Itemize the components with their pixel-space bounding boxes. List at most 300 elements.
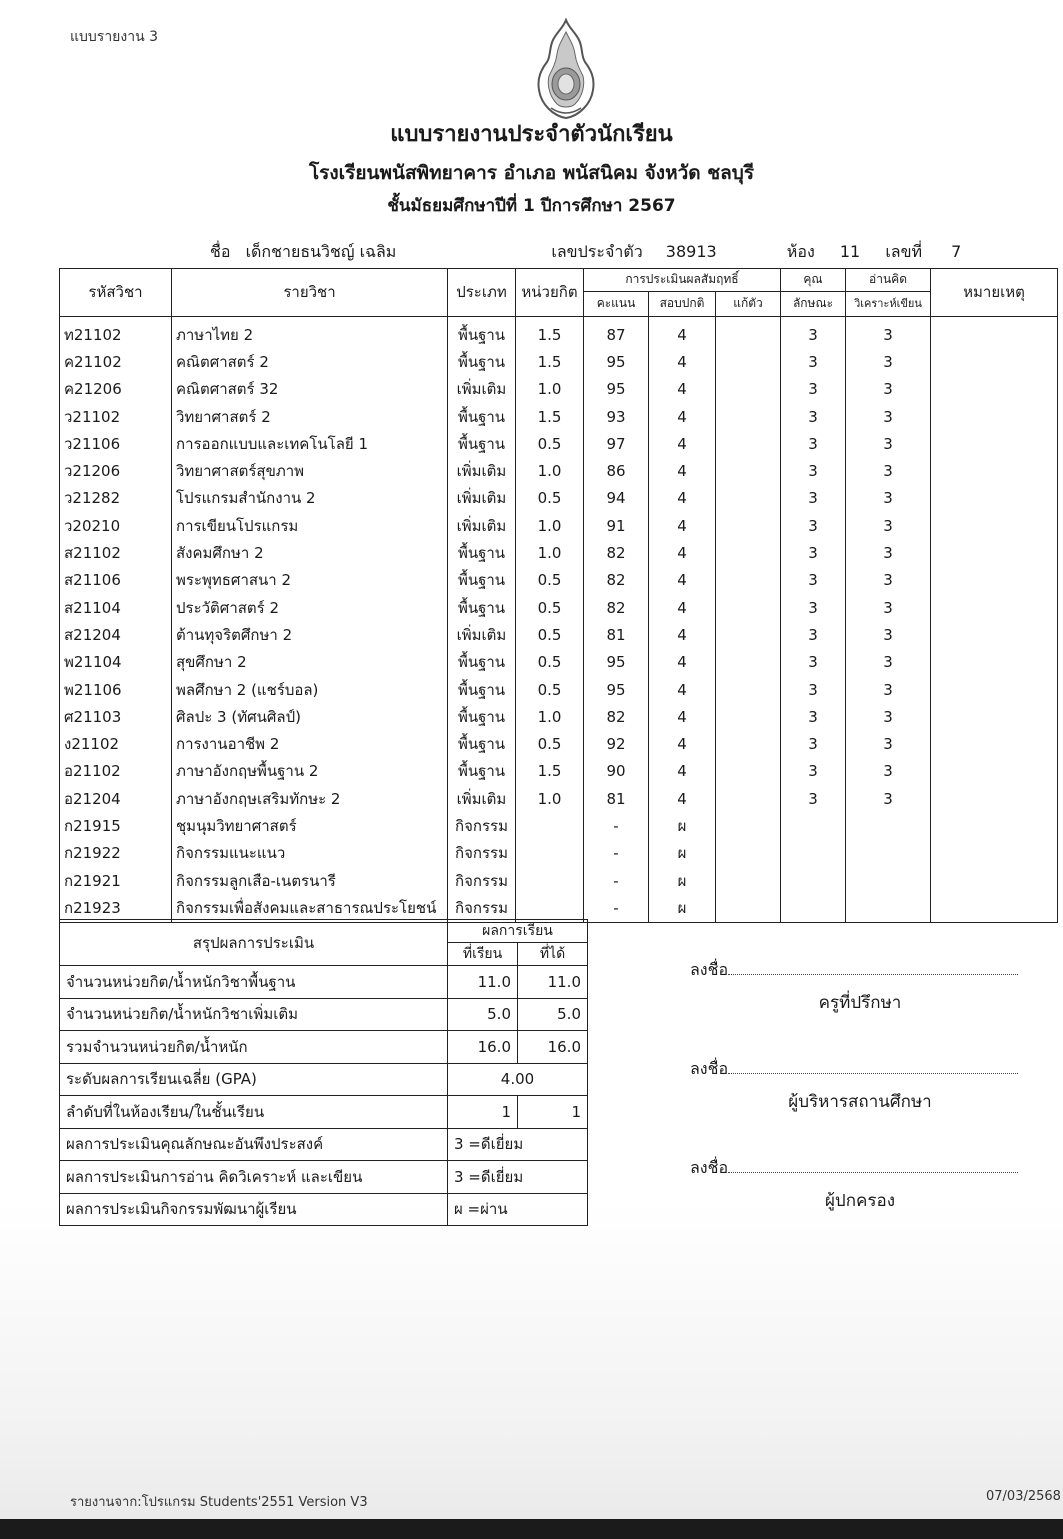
subject-character: 3: [781, 317, 846, 349]
subject-reading: 3: [846, 430, 931, 457]
subject-code: ก21922: [60, 840, 172, 867]
subject-code: พ21104: [60, 649, 172, 676]
subject-score: 97: [584, 430, 649, 457]
subject-character: 3: [781, 539, 846, 566]
gpa-label: ระดับผลการเรียนเฉลี่ย (GPA): [60, 1063, 448, 1096]
subject-code: ศ21103: [60, 703, 172, 730]
subject-reading: 3: [846, 621, 931, 648]
basic-credits-got: 11.0: [518, 966, 588, 999]
subject-score: 91: [584, 512, 649, 539]
subject-remark: [931, 348, 1058, 375]
number-label: เลขที่: [885, 242, 923, 261]
subject-reading: 3: [846, 539, 931, 566]
table-row: [60, 567, 1058, 594]
subject-fix: [716, 567, 781, 594]
header-character-top: คุณ: [781, 269, 846, 292]
subject-code: ว21106: [60, 430, 172, 457]
table-row: [60, 348, 1058, 375]
subject-remark: [931, 317, 1058, 349]
subject-score: 93: [584, 403, 649, 430]
subject-reading: 3: [846, 594, 931, 621]
subject-reading: 3: [846, 567, 931, 594]
subject-fix: [716, 840, 781, 867]
subject-remark: [931, 785, 1058, 812]
subject-reading: 3: [846, 703, 931, 730]
subject-character: 3: [781, 621, 846, 648]
parent-role: ผู้ปกครอง: [824, 1191, 896, 1211]
subject-fix: [716, 430, 781, 457]
subject-credits: 0.5: [516, 621, 584, 648]
subject-fix: [716, 676, 781, 703]
table-row: [60, 485, 1058, 512]
subject-code: ค21206: [60, 376, 172, 403]
activity-value: ผ =ผ่าน: [448, 1193, 588, 1226]
subject-score: -: [584, 867, 649, 894]
subject-remark: [931, 894, 1058, 922]
table-row: [60, 512, 1058, 539]
table-row: [60, 867, 1058, 894]
table-row: [60, 539, 1058, 566]
table-row: [60, 840, 1058, 867]
table-row: [60, 594, 1058, 621]
number-value: 7: [951, 242, 962, 261]
subject-code: ค21102: [60, 348, 172, 375]
header-exam: สอบปกติ: [649, 292, 716, 317]
sign-label: ลงชื่อ: [690, 1158, 729, 1177]
summary-table: [59, 919, 588, 1226]
subject-code: ว21102: [60, 403, 172, 430]
subject-type: พื้นฐาน: [448, 317, 516, 349]
subject-fix: [716, 539, 781, 566]
subject-name: ประวัติศาสตร์ 2: [172, 594, 448, 621]
subject-grade: 4: [649, 567, 716, 594]
student-name: เด็กชายธนวิชญ์ เฉลิม: [245, 242, 397, 261]
subject-name: การงานอาชีพ 2: [172, 730, 448, 757]
subject-grade: 4: [649, 512, 716, 539]
subject-character: 3: [781, 730, 846, 757]
subject-name: พลศึกษา 2 (แชร์บอล): [172, 676, 448, 703]
subject-code: ส21106: [60, 567, 172, 594]
subject-credits: [516, 840, 584, 867]
summary-row-basic: [60, 966, 588, 999]
subject-character: [781, 812, 846, 839]
header-credits: หน่วยกิต: [516, 269, 584, 317]
subject-type: พื้นฐาน: [448, 348, 516, 375]
subject-credits: 1.0: [516, 376, 584, 403]
subject-type: กิจกรรม: [448, 867, 516, 894]
summary-title: สรุปผลการประเมิน: [60, 920, 448, 966]
rank-room: 1: [448, 1096, 518, 1129]
subject-grade: ผ: [649, 812, 716, 839]
table-row: [60, 703, 1058, 730]
subject-name: กิจกรรมเพื่อสังคมและสาธารณประโยชน์: [172, 894, 448, 922]
subject-reading: [846, 840, 931, 867]
rank-grade: 1: [518, 1096, 588, 1129]
summary-result-header: ผลการเรียน: [448, 920, 588, 943]
table-row: [60, 621, 1058, 648]
subject-fix: [716, 730, 781, 757]
director-role: ผู้บริหารสถานศึกษา: [788, 1092, 932, 1112]
student-id-label: เลขประจำตัว: [551, 242, 643, 261]
subject-score: -: [584, 812, 649, 839]
subject-credits: 1.5: [516, 758, 584, 785]
subject-code: ส21204: [60, 621, 172, 648]
subject-name: กิจกรรมแนะแนว: [172, 840, 448, 867]
school-seal-icon: [527, 18, 605, 122]
subject-credits: 1.5: [516, 317, 584, 349]
subject-score: 90: [584, 758, 649, 785]
subject-name: คณิตศาสตร์ 32: [172, 376, 448, 403]
header-score: คะแนน: [584, 292, 649, 317]
summary-row-character: [60, 1128, 588, 1161]
subject-type: พื้นฐาน: [448, 403, 516, 430]
subject-credits: 1.5: [516, 403, 584, 430]
subject-code: ส21104: [60, 594, 172, 621]
summary-row-gpa: [60, 1063, 588, 1096]
subject-reading: 3: [846, 348, 931, 375]
signature-director: [690, 1057, 1030, 1115]
subject-name: ภาษาไทย 2: [172, 317, 448, 349]
subject-type: เพิ่มเติม: [448, 512, 516, 539]
subject-name: พระพุทธศาสนา 2: [172, 567, 448, 594]
footer-date: 07/03/2568: [986, 1489, 1061, 1504]
school-line: โรงเรียนพนัสพิทยาคาร อำเภอ พนัสนิคม จังหวัด ชลบุรี: [308, 162, 755, 184]
subject-grade: 4: [649, 457, 716, 484]
subject-grade: 4: [649, 348, 716, 375]
summary-col-study: ที่เรียน: [448, 943, 518, 966]
document-title: แบบรายงานประจำตัวนักเรียน: [390, 122, 673, 147]
subject-character: 3: [781, 676, 846, 703]
subject-fix: [716, 317, 781, 349]
subject-fix: [716, 703, 781, 730]
subject-credits: 1.0: [516, 703, 584, 730]
header-subject: รายวิชา: [172, 269, 448, 317]
basic-credits-study: 11.0: [448, 966, 518, 999]
header-remark: หมายเหตุ: [931, 269, 1058, 317]
signature-line: [728, 960, 1018, 975]
subject-character: 3: [781, 785, 846, 812]
subject-name: ภาษาอังกฤษพื้นฐาน 2: [172, 758, 448, 785]
subject-fix: [716, 785, 781, 812]
character-value: 3 =ดีเยี่ยม: [448, 1128, 588, 1161]
subject-character: 3: [781, 485, 846, 512]
summary-col-got: ที่ได้: [518, 943, 588, 966]
table-row: [60, 758, 1058, 785]
header-achievement: การประเมินผลสัมฤทธิ์: [584, 269, 781, 292]
subject-credits: 0.5: [516, 594, 584, 621]
subject-fix: [716, 894, 781, 922]
basic-credits-label: จำนวนหน่วยกิต/น้ำหนักวิชาพื้นฐาน: [60, 966, 448, 999]
grade-year-line: ชั้นมัธยมศึกษาปีที่ 1 ปีการศึกษา 2567: [387, 196, 676, 216]
subject-character: 3: [781, 703, 846, 730]
reading-label: ผลการประเมินการอ่าน คิดวิเคราะห์ และเขียน: [60, 1161, 448, 1194]
header-character-bottom: ลักษณะ: [781, 292, 846, 317]
sign-label: ลงชื่อ: [690, 1059, 729, 1078]
subject-fix: [716, 812, 781, 839]
activity-label: ผลการประเมินกิจกรรมพัฒนาผู้เรียน: [60, 1193, 448, 1226]
subject-remark: [931, 812, 1058, 839]
subject-score: 81: [584, 785, 649, 812]
subject-code: ก21921: [60, 867, 172, 894]
subject-type: เพิ่มเติม: [448, 621, 516, 648]
subject-code: ก21915: [60, 812, 172, 839]
subject-character: 3: [781, 758, 846, 785]
subject-score: 95: [584, 649, 649, 676]
subject-type: พื้นฐาน: [448, 430, 516, 457]
subject-fix: [716, 621, 781, 648]
gpa-value: 4.00: [448, 1063, 588, 1096]
subject-remark: [931, 403, 1058, 430]
subject-grade: 4: [649, 430, 716, 457]
subject-grade: 4: [649, 730, 716, 757]
header-type: ประเภท: [448, 269, 516, 317]
subject-reading: 3: [846, 317, 931, 349]
summary-row-extra: [60, 998, 588, 1031]
advisor-role: ครูที่ปรึกษา: [818, 993, 902, 1013]
subject-name: การออกแบบและเทคโนโลยี 1: [172, 430, 448, 457]
subject-remark: [931, 539, 1058, 566]
subject-character: 3: [781, 512, 846, 539]
room-label: ห้อง: [786, 242, 815, 261]
subject-fix: [716, 594, 781, 621]
subject-name: วิทยาศาสตร์สุขภาพ: [172, 457, 448, 484]
reading-value: 3 =ดีเยี่ยม: [448, 1161, 588, 1194]
subject-grade: ผ: [649, 840, 716, 867]
table-row: [60, 430, 1058, 457]
table-row: [60, 376, 1058, 403]
subject-score: 95: [584, 348, 649, 375]
subject-code: ท21102: [60, 317, 172, 349]
subject-remark: [931, 703, 1058, 730]
subject-score: 81: [584, 621, 649, 648]
subject-remark: [931, 594, 1058, 621]
subject-credits: 1.0: [516, 539, 584, 566]
subject-remark: [931, 621, 1058, 648]
subject-reading: 3: [846, 785, 931, 812]
room-value: 11: [839, 242, 861, 261]
subject-type: พื้นฐาน: [448, 676, 516, 703]
subject-reading: 3: [846, 457, 931, 484]
subject-credits: 0.5: [516, 485, 584, 512]
extra-credits-study: 5.0: [448, 998, 518, 1031]
subject-fix: [716, 485, 781, 512]
subject-remark: [931, 758, 1058, 785]
subject-name: การเขียนโปรแกรม: [172, 512, 448, 539]
subject-reading: 3: [846, 758, 931, 785]
subject-fix: [716, 867, 781, 894]
table-row: [60, 730, 1058, 757]
subject-remark: [931, 730, 1058, 757]
subject-grade: ผ: [649, 894, 716, 922]
subject-remark: [931, 649, 1058, 676]
footer-program: รายงานจาก:โปรแกรม Students'2551 Version V3: [70, 1495, 368, 1510]
subject-grade: 4: [649, 703, 716, 730]
subject-character: 3: [781, 348, 846, 375]
subject-type: พื้นฐาน: [448, 539, 516, 566]
subject-grade: 4: [649, 539, 716, 566]
subject-score: 95: [584, 676, 649, 703]
table-row: [60, 812, 1058, 839]
subject-grade: ผ: [649, 867, 716, 894]
subject-type: เพิ่มเติม: [448, 785, 516, 812]
subject-type: เพิ่มเติม: [448, 485, 516, 512]
subject-character: 3: [781, 567, 846, 594]
table-row: [60, 676, 1058, 703]
subject-reading: 3: [846, 512, 931, 539]
subject-fix: [716, 512, 781, 539]
table-row: [60, 457, 1058, 484]
total-credits-label: รวมจำนวนหน่วยกิต/น้ำหนัก: [60, 1031, 448, 1064]
subject-type: เพิ่มเติม: [448, 376, 516, 403]
subject-remark: [931, 430, 1058, 457]
subject-grade: 4: [649, 485, 716, 512]
subject-remark: [931, 567, 1058, 594]
signature-line: [728, 1158, 1018, 1173]
table-row: [60, 403, 1058, 430]
subject-grade: 4: [649, 676, 716, 703]
subject-grade: 4: [649, 785, 716, 812]
subject-grade: 4: [649, 758, 716, 785]
subject-code: ว21206: [60, 457, 172, 484]
subject-type: พื้นฐาน: [448, 730, 516, 757]
subject-fix: [716, 348, 781, 375]
subject-fix: [716, 457, 781, 484]
subject-reading: 3: [846, 485, 931, 512]
grades-table: [59, 268, 1058, 923]
subject-reading: 3: [846, 376, 931, 403]
summary-row-reading: [60, 1161, 588, 1194]
table-row: [60, 317, 1058, 349]
bottom-bar: [0, 1519, 1063, 1539]
name-label: ชื่อ: [210, 242, 231, 261]
subject-score: 86: [584, 457, 649, 484]
subject-score: 87: [584, 317, 649, 349]
subject-credits: 0.5: [516, 676, 584, 703]
subject-credits: 1.5: [516, 348, 584, 375]
signature-parent: [690, 1156, 1030, 1214]
subject-name: ชุมนุมวิทยาศาสตร์: [172, 812, 448, 839]
subject-code: อ21102: [60, 758, 172, 785]
subject-remark: [931, 457, 1058, 484]
subject-reading: 3: [846, 403, 931, 430]
subject-name: ภาษาอังกฤษเสริมทักษะ 2: [172, 785, 448, 812]
table-row: [60, 649, 1058, 676]
subject-reading: [846, 894, 931, 922]
subject-reading: [846, 812, 931, 839]
summary-row-rank: [60, 1096, 588, 1129]
subject-grade: 4: [649, 403, 716, 430]
total-credits-study: 16.0: [448, 1031, 518, 1064]
subject-credits: [516, 812, 584, 839]
subject-type: พื้นฐาน: [448, 567, 516, 594]
subject-type: พื้นฐาน: [448, 703, 516, 730]
subject-score: -: [584, 894, 649, 922]
subject-code: ก21923: [60, 894, 172, 922]
table-row: [60, 785, 1058, 812]
subject-type: กิจกรรม: [448, 894, 516, 922]
subject-code: อ21204: [60, 785, 172, 812]
subject-score: 94: [584, 485, 649, 512]
subject-character: [781, 840, 846, 867]
subject-name: คณิตศาสตร์ 2: [172, 348, 448, 375]
subject-fix: [716, 403, 781, 430]
subject-credits: 0.5: [516, 567, 584, 594]
signature-advisor: [690, 958, 1030, 1016]
sign-label: ลงชื่อ: [690, 960, 729, 979]
subject-character: [781, 894, 846, 922]
student-id: 38913: [665, 242, 717, 261]
subject-name: ต้านทุจริตศึกษา 2: [172, 621, 448, 648]
summary-row-total: [60, 1031, 588, 1064]
subject-remark: [931, 867, 1058, 894]
subject-fix: [716, 649, 781, 676]
subject-character: 3: [781, 457, 846, 484]
subject-credits: [516, 894, 584, 922]
subject-character: 3: [781, 430, 846, 457]
total-credits-got: 16.0: [518, 1031, 588, 1064]
subject-credits: 1.0: [516, 457, 584, 484]
subject-grade: 4: [649, 376, 716, 403]
subject-score: 95: [584, 376, 649, 403]
subject-remark: [931, 485, 1058, 512]
subject-type: กิจกรรม: [448, 840, 516, 867]
subject-character: [781, 867, 846, 894]
subject-score: -: [584, 840, 649, 867]
header-fix: แก้ตัว: [716, 292, 781, 317]
form-code: แบบรายงาน 3: [70, 29, 159, 45]
subject-reading: 3: [846, 649, 931, 676]
header-code: รหัสวิชา: [60, 269, 172, 317]
subject-name: ศิลปะ 3 (ทัศนศิลป์): [172, 703, 448, 730]
subject-remark: [931, 512, 1058, 539]
subject-grade: 4: [649, 621, 716, 648]
subject-credits: 0.5: [516, 730, 584, 757]
subject-code: ส21102: [60, 539, 172, 566]
subject-type: พื้นฐาน: [448, 594, 516, 621]
subject-reading: [846, 867, 931, 894]
subject-code: ว20210: [60, 512, 172, 539]
subject-code: ว21282: [60, 485, 172, 512]
subject-name: กิจกรรมลูกเสือ-เนตรนารี: [172, 867, 448, 894]
subject-character: 3: [781, 594, 846, 621]
subject-type: พื้นฐาน: [448, 649, 516, 676]
subject-fix: [716, 758, 781, 785]
subject-credits: [516, 867, 584, 894]
subject-remark: [931, 840, 1058, 867]
subject-code: พ21106: [60, 676, 172, 703]
subject-remark: [931, 676, 1058, 703]
extra-credits-label: จำนวนหน่วยกิต/น้ำหนักวิชาเพิ่มเติม: [60, 998, 448, 1031]
subject-grade: 4: [649, 317, 716, 349]
subject-fix: [716, 376, 781, 403]
subject-type: พื้นฐาน: [448, 758, 516, 785]
extra-credits-got: 5.0: [518, 998, 588, 1031]
subject-credits: 1.0: [516, 512, 584, 539]
subject-remark: [931, 376, 1058, 403]
subject-score: 82: [584, 594, 649, 621]
subject-name: วิทยาศาสตร์ 2: [172, 403, 448, 430]
subject-credits: 1.0: [516, 785, 584, 812]
subject-score: 82: [584, 567, 649, 594]
summary-row-activity: [60, 1193, 588, 1226]
subject-grade: 4: [649, 649, 716, 676]
header-reading-top: อ่านคิด: [846, 269, 931, 292]
subject-score: 82: [584, 539, 649, 566]
grade-rows: [60, 317, 1058, 923]
table-row: [60, 894, 1058, 922]
subject-character: 3: [781, 376, 846, 403]
character-label: ผลการประเมินคุณลักษณะอันพึงประสงค์: [60, 1128, 448, 1161]
